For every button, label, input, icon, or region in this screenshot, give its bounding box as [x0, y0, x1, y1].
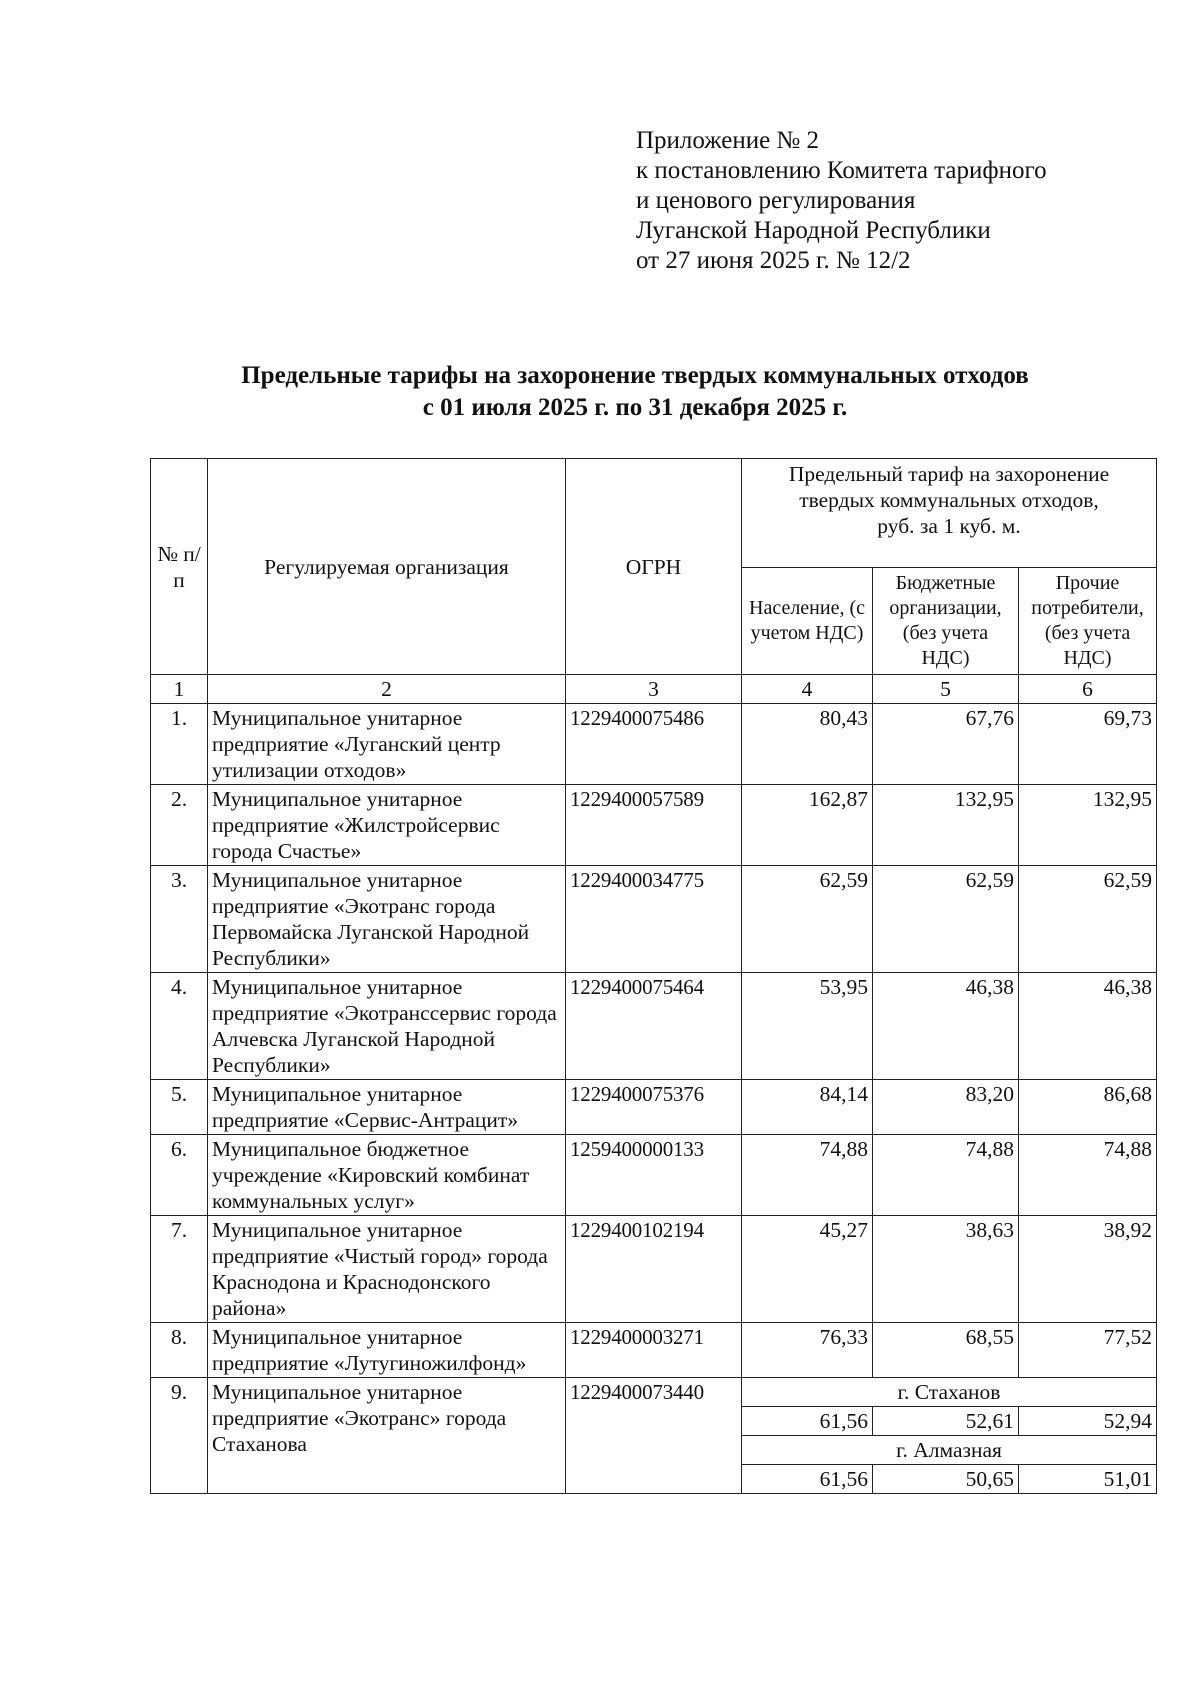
header-population: Население, (с учетом НДС) — [742, 568, 873, 675]
row-ogrn: 1229400034775 — [566, 866, 742, 973]
row-ogrn: 1229400075464 — [566, 973, 742, 1080]
appendix-line: и ценового регулирования — [636, 187, 916, 214]
row-other: 52,94 — [1019, 1407, 1157, 1436]
table-row — [151, 704, 1157, 785]
table-row — [151, 785, 1157, 866]
column-number: 2 — [208, 675, 566, 704]
row-organization: Муниципальное унитарное предприятие «Лутугиножилфонд» — [208, 1323, 566, 1378]
row-population: 80,43 — [742, 704, 873, 785]
row-population: 53,95 — [742, 973, 873, 1080]
appendix-line: Приложение № 2 — [636, 127, 820, 154]
row-budget: 38,63 — [873, 1216, 1019, 1323]
column-number: 4 — [742, 675, 873, 704]
row-organization: Муниципальное унитарное предприятие «Экотранс города Первомайска Луганской Народной Республики» — [208, 866, 566, 973]
column-number: 6 — [1019, 675, 1157, 704]
tariff-table — [150, 458, 1157, 1494]
row-num: 3. — [151, 866, 208, 973]
column-number: 1 — [151, 675, 208, 704]
row-ogrn: 1229400075376 — [566, 1080, 742, 1135]
row-population: 74,88 — [742, 1135, 873, 1216]
row-other: 46,38 — [1019, 973, 1157, 1080]
row-other: 74,88 — [1019, 1135, 1157, 1216]
appendix-line: Луганской Народной Республики — [636, 217, 991, 244]
row-population: 62,59 — [742, 866, 873, 973]
row-num: 8. — [151, 1323, 208, 1378]
row-population: 45,27 — [742, 1216, 873, 1323]
title-line-1: Предельные тарифы на захоронение твердых коммунальных отходов — [241, 362, 1029, 389]
row-organization: Муниципальное унитарное предприятие «Сервис-Антрацит» — [208, 1080, 566, 1135]
row-organization: Муниципальное унитарное предприятие «Луганский центр утилизации отходов» — [208, 704, 566, 785]
table-row — [151, 1135, 1157, 1216]
row-num: 4. — [151, 973, 208, 1080]
table-row — [151, 866, 1157, 973]
row-ogrn: 1259400000133 — [566, 1135, 742, 1216]
table-row-9 — [151, 1378, 1157, 1407]
header-ogrn: ОГРН — [566, 459, 742, 675]
row-population: 76,33 — [742, 1323, 873, 1378]
row-other: 38,92 — [1019, 1216, 1157, 1323]
column-number: 3 — [566, 675, 742, 704]
header-num: № п/п — [151, 459, 208, 675]
row-population: 162,87 — [742, 785, 873, 866]
row-num: 7. — [151, 1216, 208, 1323]
column-number: 5 — [873, 675, 1019, 704]
header-other: Прочие потребители, (без учета НДС) — [1019, 568, 1157, 675]
row-num: 9. — [151, 1378, 208, 1494]
appendix-line: к постановлению Комитета тарифного — [636, 157, 1047, 184]
row-other: 62,59 — [1019, 866, 1157, 973]
row-budget: 132,95 — [873, 785, 1019, 866]
table-row — [151, 973, 1157, 1080]
appendix-block — [636, 126, 1047, 276]
table-row — [151, 1216, 1157, 1323]
row-ogrn: 1229400075486 — [566, 704, 742, 785]
row-other: 77,52 — [1019, 1323, 1157, 1378]
row-budget: 62,59 — [873, 866, 1019, 973]
row-organization: Муниципальное унитарное предприятие «Экотранс» города Стаханова — [208, 1378, 566, 1494]
row-population: 84,14 — [742, 1080, 873, 1135]
city-label: г. Стаханов — [742, 1378, 1157, 1407]
row-organization: Муниципальное унитарное предприятие «Чистый город» города Краснодона и Краснодонского района» — [208, 1216, 566, 1323]
row-budget: 68,55 — [873, 1323, 1019, 1378]
row-num: 6. — [151, 1135, 208, 1216]
appendix-line: от 27 июня 2025 г. № 12/2 — [636, 247, 911, 274]
row-budget: 50,65 — [873, 1465, 1019, 1494]
row-num: 1. — [151, 704, 208, 785]
row-other: 51,01 — [1019, 1465, 1157, 1494]
row-other: 132,95 — [1019, 785, 1157, 866]
header-budget: Бюджетные организации, (без учета НДС) — [873, 568, 1019, 675]
city-label: г. Алмазная — [742, 1436, 1157, 1465]
row-ogrn: 1229400073440 — [566, 1378, 742, 1494]
row-organization: Муниципальное унитарное предприятие «Экотранссервис города Алчевска Луганской Народной Республики» — [208, 973, 566, 1080]
table-row — [151, 1323, 1157, 1378]
row-budget: 46,38 — [873, 973, 1019, 1080]
row-num: 2. — [151, 785, 208, 866]
row-other: 69,73 — [1019, 704, 1157, 785]
row-ogrn: 1229400003271 — [566, 1323, 742, 1378]
row-budget: 67,76 — [873, 704, 1019, 785]
row-population: 61,56 — [742, 1407, 873, 1436]
title-line-2: с 01 июля 2025 г. по 31 декабря 2025 г. — [422, 394, 848, 421]
row-num: 5. — [151, 1080, 208, 1135]
row-ogrn: 1229400102194 — [566, 1216, 742, 1323]
header-tariff-group: Предельный тариф на захоронение твердых коммунальных отходов, руб. за 1 куб. м. — [742, 459, 1157, 568]
row-population: 61,56 — [742, 1465, 873, 1494]
row-budget: 74,88 — [873, 1135, 1019, 1216]
row-other: 86,68 — [1019, 1080, 1157, 1135]
table-row — [151, 1080, 1157, 1135]
row-ogrn: 1229400057589 — [566, 785, 742, 866]
row-budget: 83,20 — [873, 1080, 1019, 1135]
header-organization: Регулируемая организация — [208, 459, 566, 675]
row-organization: Муниципальное бюджетное учреждение «Кировский комбинат коммунальных услуг» — [208, 1135, 566, 1216]
row-budget: 52,61 — [873, 1407, 1019, 1436]
row-organization: Муниципальное унитарное предприятие «Жилстройсервис города Счастье» — [208, 785, 566, 866]
document-title — [150, 360, 1120, 424]
